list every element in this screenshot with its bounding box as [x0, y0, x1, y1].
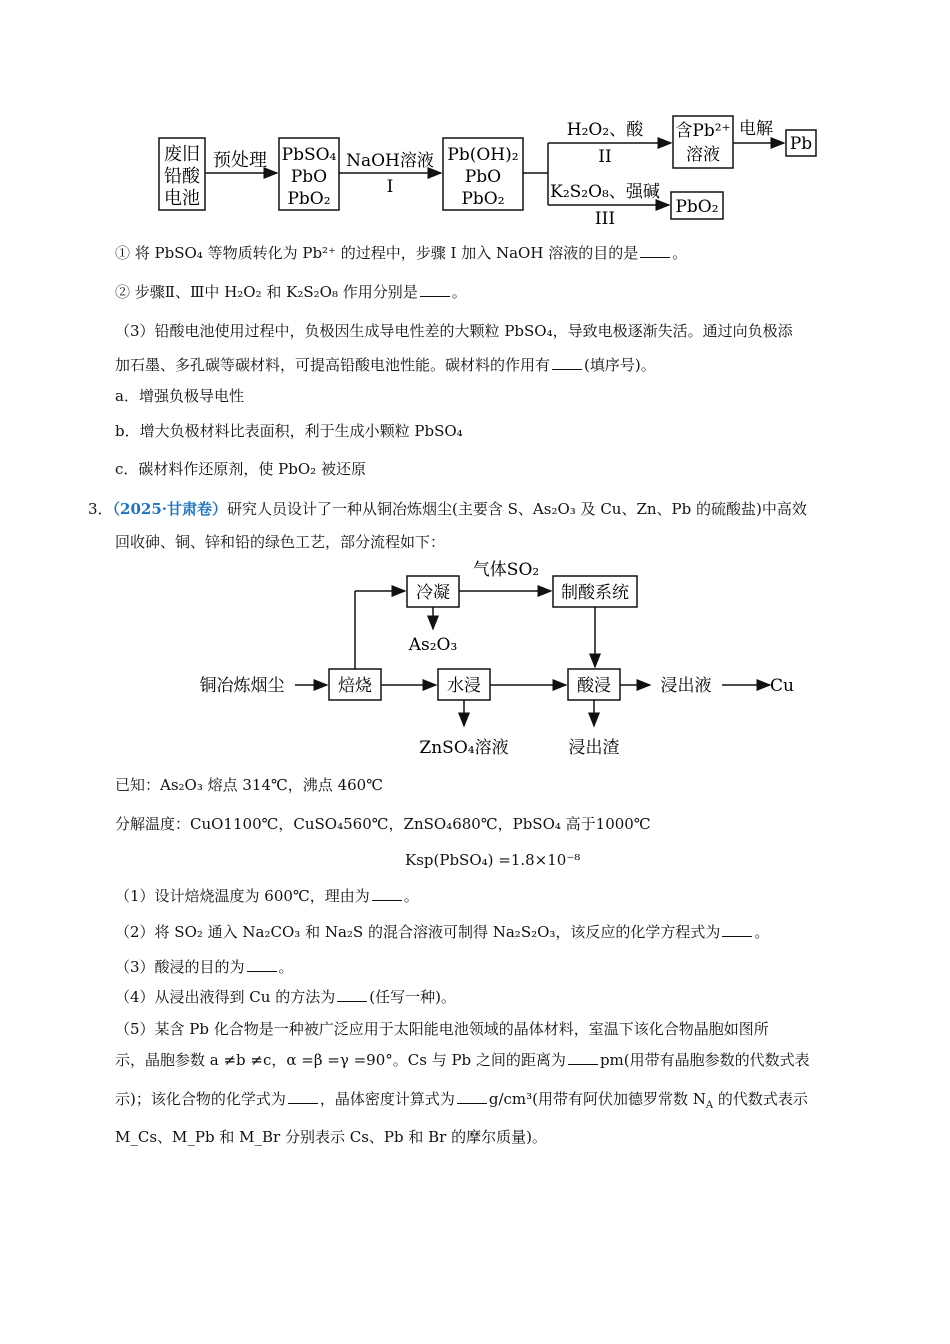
sub-question-5-line3-b: ，晶体密度计算式为	[319, 1090, 455, 1108]
leachate-label: 浸出液	[660, 676, 712, 696]
problem-3-header	[88, 498, 807, 520]
sub-question-5-line4: M_Cs、M_Pb 和 M_Br 分别表示 Cs、Pb 和 Br 的摩尔质量)。	[115, 1128, 547, 1146]
question-3-line2-text: 加石墨、多孔碳等碳材料，可提高铅酸电池性能。碳材料的作用有	[115, 356, 551, 374]
option-a: a．增强负极导电性	[115, 387, 244, 405]
sub-question-5-line3-a: 示)；该化合物的化学式为	[115, 1090, 286, 1108]
box-roast-label: 焙烧	[338, 676, 372, 696]
box-pboh2-line3: PbO₂	[461, 189, 505, 209]
sub-question-4-text: （4）从浸出液得到 Cu 的方法为	[115, 988, 336, 1006]
box-pboh2-line2: PbO	[464, 167, 502, 187]
box-pbso4-line1: PbSO₄	[281, 145, 337, 165]
arrow-step1-label: I	[386, 177, 394, 197]
problem-3-source: （2025·甘肃卷）	[112, 500, 228, 518]
box-pbso4-line3: PbO₂	[287, 189, 331, 209]
sub-question-4	[115, 986, 456, 1008]
box-waste-battery-line3: 电池	[164, 188, 200, 209]
question-2-end: 。	[451, 283, 467, 301]
cu-label: Cu	[770, 676, 794, 696]
avogadro-subscript: A	[705, 1100, 714, 1111]
arrow-electrolysis-label: 电解	[739, 119, 773, 139]
sub-question-5-line2-a: 示，晶胞参数 a ≠b ≠c，α =β =γ =90°。Cs 与 Pb 之间的距离为	[115, 1051, 566, 1069]
arrow-h2o2-label: H₂O₂、酸	[566, 120, 644, 140]
box-pbo2-label: PbO₂	[675, 197, 719, 217]
lead-battery-flowchart	[0, 0, 950, 240]
box-acid-system-label: 制酸系统	[561, 583, 629, 603]
arrow-naoh-label: NaOH溶液	[346, 151, 434, 171]
problem-3-number: 3．	[88, 500, 113, 518]
problem-3-line2: 回收砷、铜、锌和铅的绿色工艺，部分流程如下：	[115, 533, 446, 551]
question-3-line2	[115, 354, 656, 376]
problem-3-text: 研究人员设计了一种从铜冶炼烟尘(主要含 S、As₂O₃ 及 Cu、Zn、Pb 的硫酸盐)中高效	[227, 500, 807, 518]
arrow-step2-label: II	[598, 147, 612, 167]
box-pb2plus-line2: 溶液	[686, 145, 720, 165]
start-dust-label: 铜冶炼烟尘	[199, 676, 285, 696]
box-waste-battery-line2: 铅酸	[164, 166, 200, 187]
box-waste-battery-line1: 废旧	[164, 144, 200, 165]
question-2	[115, 281, 467, 303]
question-1-text: ① 将 PbSO₄ 等物质转化为 Pb²⁺ 的过程中，步骤 I 加入 NaOH 溶液的目的是	[115, 244, 639, 262]
sub-question-5-line3-c: g/cm³(用带有阿伏加德罗常数 N	[488, 1090, 706, 1108]
known-as2o3: 已知：As₂O₃ 熔点 314℃，沸点 460℃	[115, 776, 383, 794]
sub-question-3	[115, 956, 294, 978]
option-c: c．碳材料作还原剂，使 PbO₂ 被还原	[115, 460, 366, 478]
arrow-pretreat-label: 预处理	[213, 150, 267, 171]
sub-question-5-line3-d: 的代数式表示	[713, 1090, 808, 1108]
sub-question-1	[115, 885, 419, 907]
copper-dust-flowchart	[0, 555, 950, 775]
sub-question-5-line2	[115, 1049, 810, 1071]
gas-so2-label: 气体SO₂	[472, 560, 540, 580]
arrow-step3-label: III	[594, 209, 616, 229]
option-b: b．增大负极材料比表面积，利于生成小颗粒 PbSO₄	[115, 422, 463, 440]
box-pb-label: Pb	[789, 134, 813, 154]
ksp-formula: Ksp(PbSO₄) =1.8×10⁻⁸	[405, 851, 581, 869]
question-3-line2-end: (填序号)。	[584, 356, 656, 374]
question-3-line1: （3）铅酸电池使用过程中，负极因生成导电性差的大颗粒 PbSO₄，导致电极逐渐失活。通过向负极添	[115, 322, 793, 340]
sub-question-5-line2-b: pm(用带有晶胞参数的代数式表	[599, 1051, 810, 1069]
sub-question-2-text: （2）将 SO₂ 通入 Na₂CO₃ 和 Na₂S 的混合溶液可制得 Na₂S₂O₃，该反应的化学方程式为	[115, 923, 721, 941]
arrow-k2s2o8-label: K₂S₂O₈、强碱	[550, 182, 660, 202]
sub-question-5-line1: （5）某含 Pb 化合物是一种被广泛应用于太阳能电池领域的晶体材料，室温下该化合物晶胞如图所	[115, 1020, 769, 1038]
box-condense-label: 冷凝	[416, 583, 450, 603]
sub-question-5-line3	[115, 1088, 808, 1117]
question-1	[115, 242, 687, 264]
question-2-text: ② 步骤Ⅱ、Ⅲ中 H₂O₂ 和 K₂S₂O₈ 作用分别是	[115, 283, 418, 301]
box-pboh2-line1: Pb(OH)₂	[447, 145, 519, 165]
box-water-leach-label: 水浸	[447, 676, 481, 696]
sub-question-4-end: (任写一种)。	[369, 988, 456, 1006]
box-pbso4-line2: PbO	[290, 167, 328, 187]
sub-question-2-end: 。	[754, 923, 770, 941]
sub-question-3-text: （3）酸浸的目的为	[115, 958, 245, 976]
known-decomposition: 分解温度：CuO1100℃，CuSO₄560℃，ZnSO₄680℃，PbSO₄ 高于1000℃	[115, 815, 651, 833]
as2o3-label: As₂O₃	[408, 635, 458, 655]
sub-question-3-end: 。	[278, 958, 294, 976]
question-1-end: 。	[672, 244, 688, 262]
sub-question-1-end: 。	[403, 887, 419, 905]
znso4-label: ZnSO₄溶液	[419, 738, 509, 758]
residue-label: 浸出渣	[568, 738, 620, 758]
sub-question-2	[115, 921, 769, 943]
sub-question-1-text: （1）设计焙烧温度为 600℃，理由为	[115, 887, 370, 905]
box-acid-leach-label: 酸浸	[577, 676, 611, 696]
box-pb2plus-line1: 含Pb²⁺	[675, 121, 731, 141]
